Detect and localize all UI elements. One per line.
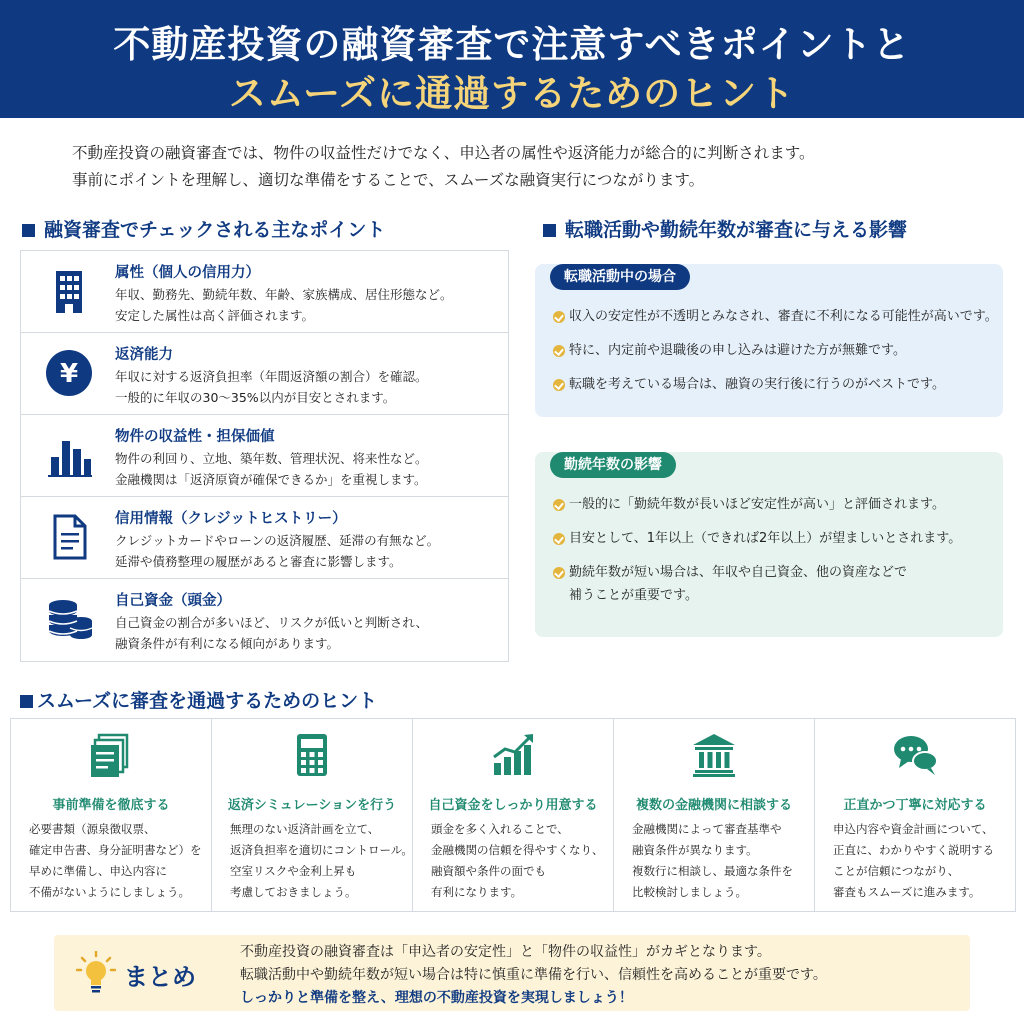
hint-heading: 事前準備を徹底する	[52, 798, 170, 813]
check-item-heading: 自己資金（頭金）	[115, 593, 231, 609]
bank-icon	[690, 731, 738, 779]
chat-bubbles-icon	[891, 731, 939, 779]
check-bullet-icon	[553, 379, 565, 391]
job-change-point	[553, 374, 945, 396]
desc-line: 安定した属性は高く評価されます。	[115, 308, 315, 323]
summary-box	[54, 935, 970, 1011]
document-icon	[43, 511, 95, 563]
hint-desc	[431, 819, 604, 903]
desc-line: 融資額や条件の面でも	[431, 864, 546, 878]
check-bullet-icon	[553, 311, 565, 323]
check-bullet-icon	[553, 533, 565, 545]
job-section-title	[543, 215, 907, 242]
intro-text	[72, 140, 972, 194]
square-bullet-icon	[20, 695, 33, 708]
point-text: 目安として、1年以上（できれば2年以上）が望ましいとされます。	[569, 531, 962, 546]
hints-list	[10, 718, 1016, 912]
desc-line: 物件の利回り、立地、築年数、管理状況、将来性など。	[115, 451, 428, 466]
desc-line: 審査もスムーズに進みます。	[833, 885, 981, 899]
tenure-label: 勤続年数の影響	[550, 452, 676, 478]
hint-desc	[230, 819, 413, 903]
check-item-profitability	[21, 415, 508, 497]
desc-line: 確定申告書、身分証明書など）を	[29, 843, 202, 857]
job-change-point	[553, 340, 906, 362]
hint-simulation	[212, 719, 413, 911]
page-header	[0, 0, 1024, 118]
job-change-label: 転職活動中の場合	[550, 264, 690, 290]
check-bullet-icon	[553, 345, 565, 357]
desc-line: 正直に、わかりやすく説明する	[833, 843, 994, 857]
page-title-line1: 不動産投資の融資審査で注意すべきポイントと	[113, 23, 911, 66]
desc-line: 頭金を多く入れることで、	[431, 822, 569, 836]
check-section-title-text: 融資審査でチェックされる主なポイント	[44, 219, 386, 241]
check-item-desc	[115, 366, 428, 408]
check-item-heading: 返済能力	[115, 347, 173, 363]
tenure-box	[535, 452, 1003, 637]
page-title-line2: スムーズに通過するためのヒント	[228, 72, 796, 115]
bar-chart-icon	[43, 429, 95, 481]
hint-desc	[632, 819, 793, 903]
desc-line: 空室リスクや金利上昇も	[230, 864, 357, 878]
check-item-own-funds	[21, 579, 508, 661]
hint-heading: 正直かつ丁寧に対応する	[843, 798, 987, 813]
building-icon	[43, 265, 95, 317]
point-text: 勤続年数が短い場合は、年収や自己資金、他の資産などで	[569, 565, 908, 580]
desc-line: 融資条件が有利になる傾向があります。	[115, 636, 340, 651]
check-item-desc	[115, 284, 453, 326]
hint-honesty	[815, 719, 1015, 911]
tenure-point	[553, 528, 961, 550]
check-points-list	[20, 250, 509, 662]
check-item-heading: 信用情報（クレジットヒストリー）	[115, 511, 347, 527]
calculator-icon	[288, 731, 336, 779]
point-text: 収入の安定性が不透明とみなされ、審査に不利になる可能性が高いです。	[569, 309, 998, 324]
check-item-desc	[115, 530, 439, 572]
desc-line: 金融機関によって審査基準や	[632, 822, 782, 836]
check-item-credit	[21, 497, 508, 579]
hint-own-funds	[413, 719, 614, 911]
desc-line: 複数行に相談し、最適な条件を	[632, 864, 793, 878]
hints-section-title	[20, 686, 377, 713]
desc-line: 返済負担率を適切にコントロール。	[230, 843, 413, 857]
check-bullet-icon	[553, 499, 565, 511]
lightbulb-icon	[76, 951, 116, 995]
desc-line: 金融機関は「返済原資が確保できるか」を重視します。	[115, 472, 427, 487]
desc-line: 申込内容や資金計画について、	[833, 822, 994, 836]
growth-chart-icon	[489, 731, 537, 779]
tenure-point	[553, 562, 907, 584]
coins-icon	[43, 593, 95, 645]
point-text: 特に、内定前や退職後の申し込みは避けた方が無難です。	[569, 343, 906, 358]
hint-desc	[833, 819, 994, 903]
documents-stack-icon	[87, 731, 135, 779]
desc-line: クレジットカードやローンの返済履歴、延滞の有無など。	[115, 533, 440, 548]
hint-preparation	[11, 719, 212, 911]
point-text: 補うことが重要です。	[569, 588, 698, 603]
desc-line: 自己資金の割合が多いほど、リスクが低いと判断され、	[115, 615, 429, 630]
desc-line: 無理のない返済計画を立て、	[230, 822, 380, 836]
tenure-point	[553, 494, 945, 516]
hint-heading: 複数の金融機関に相談する	[635, 798, 792, 813]
check-section-title	[22, 215, 385, 242]
check-item-desc	[115, 448, 428, 490]
square-bullet-icon	[22, 224, 35, 237]
desc-line: 金融機関の信頼を得やすくなり、	[431, 843, 604, 857]
desc-line: 有利になります。	[431, 885, 523, 899]
summary-line2: 転職活動中や勤続年数が短い場合は特に慎重に準備を行い、信頼性を高めることが重要です。	[240, 967, 827, 983]
check-item-attribute	[21, 251, 508, 333]
check-item-heading: 属性（個人の信用力）	[115, 265, 260, 281]
intro-line1: 不動産投資の融資審査では、物件の収益性だけでなく、申込者の属性や返済能力が総合的に判断されます。	[72, 144, 815, 162]
intro-line2: 事前にポイントを理解し、適切な準備をすることで、スムーズな融資実行につながります。	[72, 171, 705, 189]
point-text: 転職を考えている場合は、融資の実行後に行うのがベストです。	[569, 377, 945, 392]
desc-line: 年収に対する返済負担率（年間返済額の割合）を確認。	[115, 369, 428, 384]
job-change-box	[535, 264, 1003, 417]
check-item-heading: 物件の収益性・担保価値	[115, 429, 275, 445]
desc-line: 早めに準備し、申込内容に	[29, 864, 167, 878]
job-change-point	[553, 306, 998, 328]
desc-line: 考慮しておきましょう。	[230, 885, 357, 899]
desc-line: 不備がないようにしましょう。	[29, 885, 190, 899]
square-bullet-icon	[543, 224, 556, 237]
summary-label: まとめ	[124, 963, 196, 991]
summary-line1: 不動産投資の融資審査は「申込者の安定性」と「物件の収益性」がカギとなります。	[240, 944, 771, 960]
desc-line: 一般的に年収の30〜35%以内が目安とされます。	[115, 390, 396, 405]
desc-line: 融資条件が異なります。	[632, 843, 758, 857]
hint-heading: 返済シミュレーションを行う	[227, 798, 397, 813]
svg-text:¥: ¥	[59, 359, 79, 389]
point-text: 一般的に「勤続年数が長いほど安定性が高い」と評価されます。	[569, 497, 945, 512]
hint-heading: 自己資金をしっかり用意する	[428, 798, 598, 813]
hints-section-title-text: スムーズに審査を通過するためのヒント	[37, 690, 378, 712]
tenure-point-continued	[553, 585, 698, 607]
hint-desc	[29, 819, 202, 903]
job-section-title-text: 転職活動や勤続年数が審査に与える影響	[565, 219, 908, 241]
check-item-desc	[115, 612, 428, 654]
summary-line3: しっかりと準備を整え、理想の不動産投資を実現しましょう！	[240, 990, 633, 1006]
desc-line: 必要書類（源泉徴収票、	[29, 822, 156, 836]
desc-line: ことが信頼につながり、	[833, 864, 960, 878]
yen-icon	[43, 347, 95, 399]
desc-line: 延滞や債務整理の履歴があると審査に影響します。	[115, 554, 402, 569]
check-bullet-icon	[553, 567, 565, 579]
desc-line: 年収、勤務先、勤続年数、年齢、家族構成、居住形態など。	[115, 287, 453, 302]
desc-line: 比較検討しましょう。	[632, 885, 747, 899]
check-item-repayment	[21, 333, 508, 415]
hint-multiple-banks	[614, 719, 815, 911]
